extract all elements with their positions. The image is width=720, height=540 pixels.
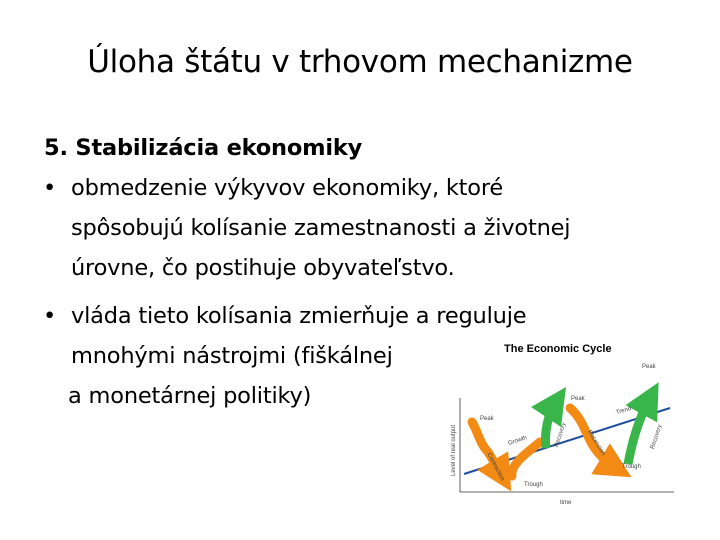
label-growth: Growth [507, 435, 528, 447]
label-peak-3: Peak [642, 364, 656, 370]
economic-cycle-figure [444, 336, 682, 518]
label-recovery-1: Recovery [553, 422, 568, 448]
label-trend: Trend [615, 405, 632, 417]
orange-segment-1 [472, 422, 488, 452]
label-trough-2: Trough [622, 464, 641, 470]
figure-title: The Economic Cycle [504, 343, 612, 355]
label-contraction: Contraction [485, 452, 506, 482]
bullet-marker: • [43, 303, 57, 329]
section-heading: 5. Stabilizácia ekonomiky [44, 135, 363, 161]
bullet-1-line-3: úrovne, čo postihuje obyvateľstvo. [71, 255, 455, 281]
bullet-1-line-2: spôsobujú kolísanie zamestnanosti a životnej [71, 215, 571, 241]
recovery-arrow-2 [628, 398, 650, 464]
label-peak-1: Peak [480, 416, 494, 422]
label-recovery-2: Recovery [649, 424, 664, 450]
bullet-2-line-2: mnohými nástrojmi (fiškálnej [71, 343, 393, 369]
bullet-marker: • [43, 175, 57, 201]
label-peak-2: Peak [571, 396, 585, 402]
slide-title: Úloha štátu v trhovom mechanizme [87, 44, 633, 80]
x-axis-label: time [560, 500, 572, 506]
bullet-text: obmedzenie výkyvov ekonomiky, ktoré [71, 175, 504, 201]
label-trough-1: Trough [524, 482, 543, 488]
bullet-2-line-3: a monetárnej politiky) [68, 383, 312, 409]
bullet-text: vláda tieto kolísania zmierňuje a reguluje [71, 303, 527, 329]
y-axis-label: Level of real output [451, 424, 457, 476]
growth-arrow [512, 442, 540, 476]
label-recession: Recession [586, 429, 606, 457]
